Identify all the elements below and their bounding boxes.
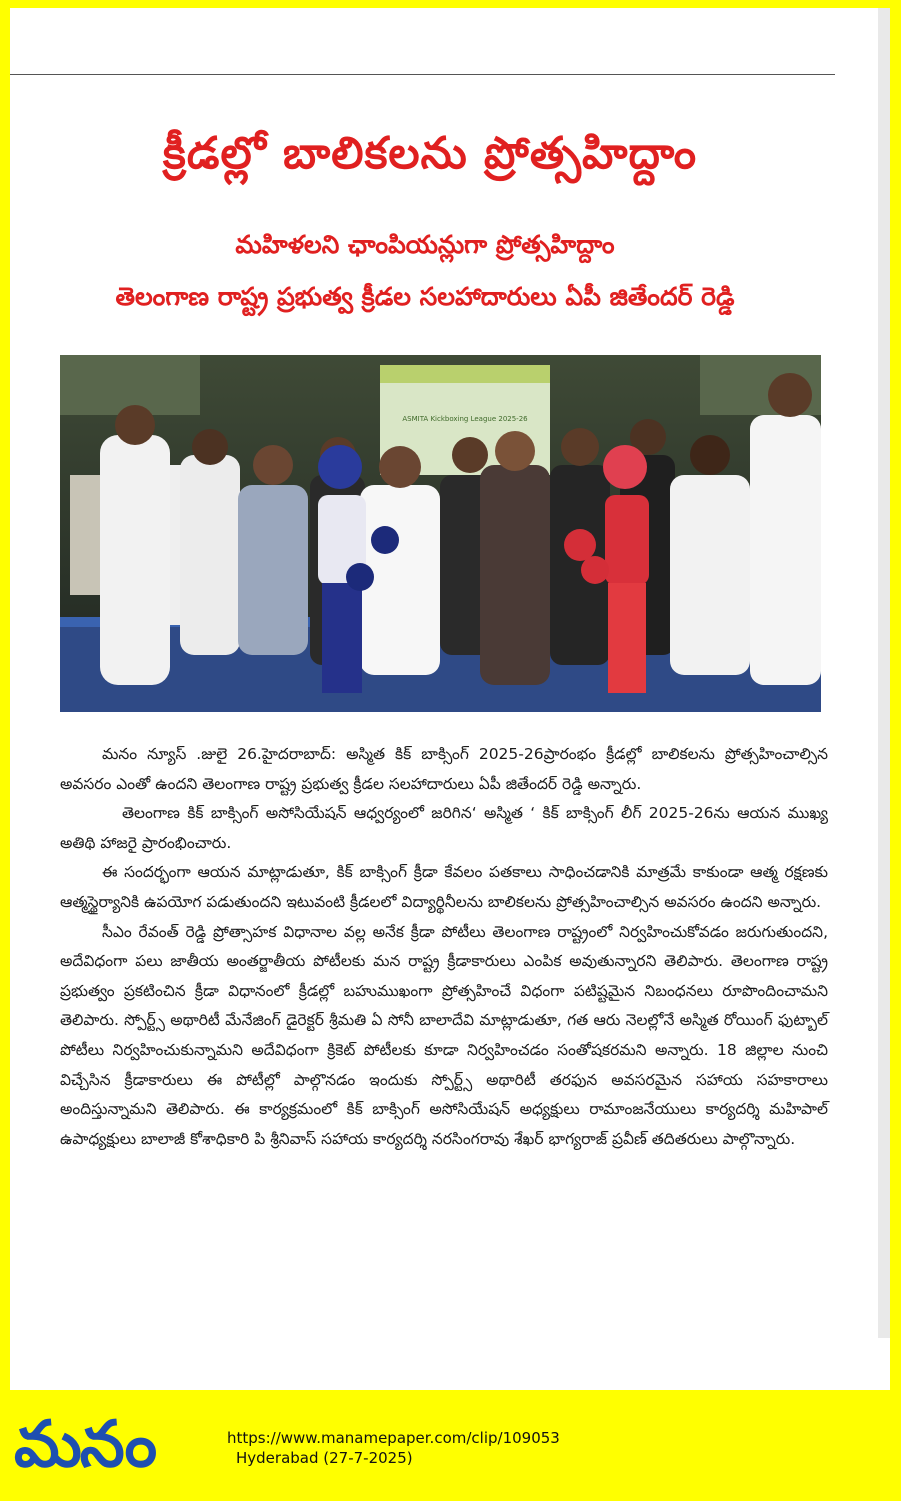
- article-subheadline: తెలంగాణ రాష్ట్ర ప్రభుత్వ క్రీడల సలహాదారులు ఏపీ జితేందర్ రెడ్డి: [115, 282, 735, 311]
- article-paragraph: ఈ సందర్భంగా ఆయన మాట్లాడుతూ, కిక్ బాక్సింగ్ క్రీడా కేవలం పతకాలు సాధించడానికి మాత్రమే కాకుండా ఆత్మ రక్షణకు ఆత్మస్థైర్యానికి ఉపయోగ పడుతుందని ఇటువంటి క్రీడలలో విద్యార్థినీలను బాలికలను ప్రోత్సహించాల్సిన అవసరం ఉందని అన్నారు.: [60, 863, 828, 911]
- article-photo: [60, 355, 821, 712]
- article-body: [60, 740, 828, 1154]
- article-headline: క్రీడల్లో బాలికలను ప్రోత్సహిద్దాం: [162, 128, 698, 179]
- article-paragraph: తెలంగాణ కిక్ బాక్సింగ్ అసోసియేషన్ ఆధ్వర్యంలో జరిగిన‘ అస్మిత ‘ కిక్ బాక్సింగ్ లీగ్ 2025-26ను ఆయన ముఖ్య అతిథి హాజరై ప్రారంభించారు.: [60, 804, 828, 852]
- section-divider: [10, 74, 835, 75]
- scroll-edge: [878, 8, 890, 1338]
- clip-url-link[interactable]: https://www.manamepaper.com/clip/109053: [227, 1429, 560, 1447]
- photo-illustration: [60, 355, 821, 712]
- event-banner-text: ASMITA Kickboxing League 2025-26: [402, 415, 528, 423]
- article-paragraph: సీఎం రేవంత్ రెడ్డి ప్రోత్సాహక విధానాల వల్ల అనేక క్రీడా పోటీలు తెలంగాణ రాష్ట్రంలో నిర్వహించుకోవడం జరుగుతుందని, అదేవిధంగా పలు జాతీయ అంతర్జాతీయ పోటీలకు మన రాష్ట్ర క్రీడాకారులు ఎంపిక అవుతున్నారని తెలిపారు. తెలంగాణ రాష్ట్ర ప్రభుత్వం ప్రకటించిన క్రీడా విధానంలో క్రీడల్లో బహుముఖంగా ప్రోత్సహించే విధంగా పటిష్టమైన నిబంధనలు రూపొందించామని తెలిపారు. స్పోర్ట్స్ అథారిటీ మేనేజింగ్ డైరెక్టర్ శ్రీమతి ఏ సోనీ బాలాదేవి మాట్లాడుతూ, గత ఆరు నెలల్లోనే అస్మిత రోయింగ్ ఫుట్బాల్ పోటీలు నిర్వహించుకున్నామని అదేవిధంగా క్రికెట్ పోటీలకు కూడా నిర్వహించడం సంతోషకరమని అన్నారు. 18 జిల్లాల నుంచి విచ్చేసిన క్రీడాకారులు ఈ పోటీల్లో పాల్గొనడం ఇందుకు స్పోర్ట్స్ అథారిటీ తరఫున అవసరమైన సహాయ సహకారాలు అందిస్తున్నామని తెలిపారు. ఈ కార్యక్రమంలో కిక్ బాక్సింగ్ అసోసియేషన్ అధ్యక్షులు రామాంజనేయులు కార్యదర్శి మహిపాల్ ఉపాధ్యక్షులు బాలాజీ కోశాధికారి పి శ్రీనివాస్ సహాయ కార్యదర్శి నరసింగరావు శేఖర్ భాగ్యరాజ్ ప్రవీణ్ తదితరులు పాల్గొన్నారు.: [60, 922, 828, 1148]
- clip-footer: [0, 1390, 901, 1501]
- manam-logo: [14, 1400, 214, 1490]
- article-subheadline: మహిళలని ఛాంపియన్లుగా ప్రోత్సహిద్దాం: [235, 230, 615, 259]
- newspaper-clip: [10, 8, 890, 1390]
- logo-text: మనం: [14, 1408, 156, 1482]
- clip-location-date: Hyderabad (27-7-2025): [236, 1449, 413, 1467]
- article-paragraph: మనం న్యూస్ .జులై 26.హైదరాబాద్: అస్మిత కిక్ బాక్సింగ్ 2025-26ప్రారంభం క్రీడల్లో బాలికలను ప్రోత్సహించాల్సిన అవసరం ఎంతో ఉందని తెలంగాణ రాష్ట్ర ప్రభుత్వ క్రీడల సలహాదారులు ఏపీ జితేందర్ రెడ్డి అన్నారు.: [60, 745, 828, 793]
